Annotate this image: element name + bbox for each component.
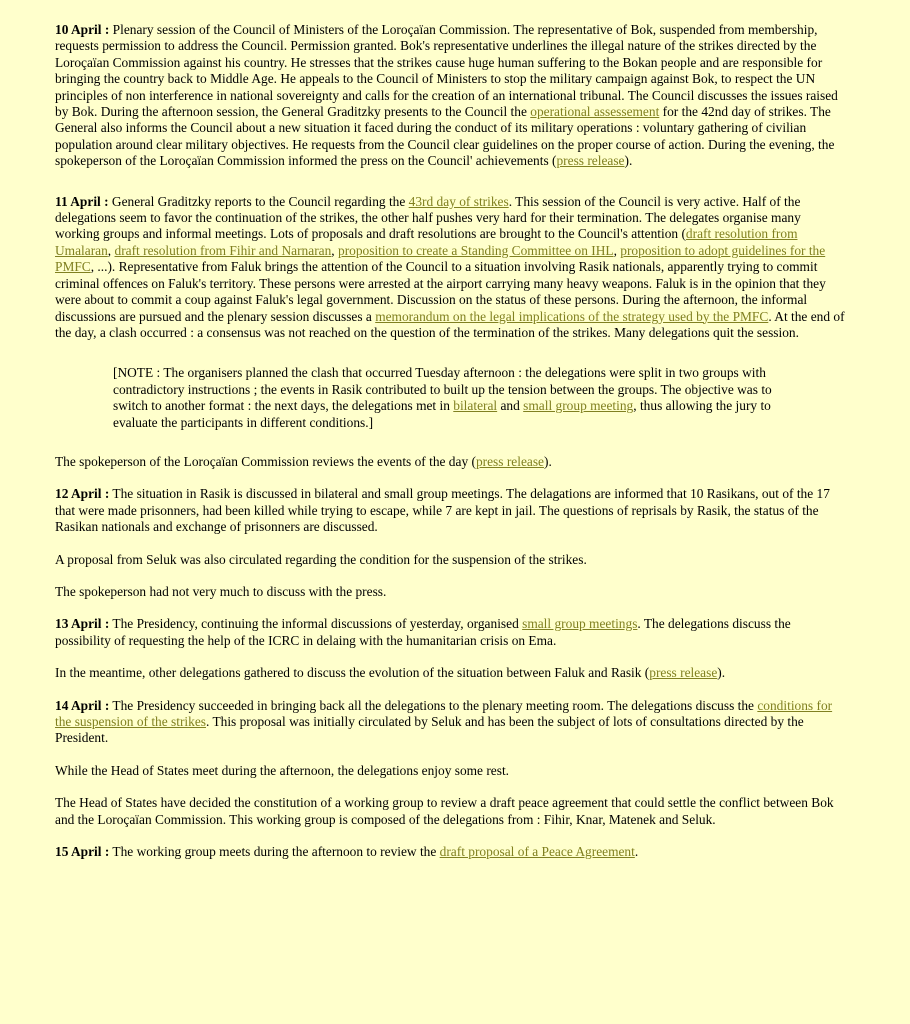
entry-13-april-meantime — [55, 665, 845, 681]
timeline-document — [55, 22, 845, 876]
entry-text: The Presidency succeeded in bringing back all the delegations to the plenary meeting room. The delegations discuss the — [109, 697, 758, 713]
entry-date: 11 April : — [55, 193, 109, 209]
entry-date: 12 April : — [55, 486, 110, 502]
draft-resolution-fihir-narnaran-link[interactable]: draft resolution from Fihir and Narnaran — [114, 242, 332, 258]
entry-text: . — [634, 844, 639, 860]
draft-peace-agreement-link[interactable]: draft proposal of a Peace Agreement — [439, 844, 635, 860]
entry-text: , ...). Representative from Faluk brings the attention of the Council to a situation involving Rasik nationals, apparently trying to commit criminal offences on Faluk's territory. These persons were arrested at the airport carrying many heavy weapons. Faluk is in the opinion that they were about to commit a coup against Faluk's legal government. Discussion on the status of these persons. During the afternoon, the informal discussions are pursued and the plenary session discusses a — [55, 259, 826, 324]
entry-text: The Head of States have decided the constitution of a working group to review a draft peace agreement that could settle the conflict between Bok and the Loroçaïan Commission. This working group is composed of the delegations from : Fihir, Knar, Matenek and Seluk. — [55, 795, 834, 827]
standing-committee-ihl-link[interactable]: proposition to create a Standing Committee on IHL — [338, 242, 614, 258]
entry-text: for the 42nd day of strikes. The General also informs the Council about a new situation it faced during the conduct of its military operations : voluntary gathering of civilian population around clear military objectives. He requests from the Council clear guidelines on the proper course of action. During the evening, the spokeperson of the Loroçaïan Commission informed the press on the Council' achievements ( — [55, 104, 835, 169]
entry-text: The spokeperson had not very much to discuss with the press. — [55, 583, 387, 599]
memorandum-legal-implications-link[interactable]: memorandum on the legal implications of the strategy used by the PMFC — [375, 308, 769, 324]
entry-14-april-decision — [55, 795, 845, 828]
entry-13-april — [55, 616, 845, 649]
separator: , — [613, 242, 621, 258]
entry-date: 14 April : — [55, 697, 110, 713]
entry-text: ). — [624, 153, 633, 169]
bilateral-link[interactable]: bilateral — [453, 398, 498, 414]
entry-text: . This proposal was initially circulated by Seluk and has been the subject of lots of consultations directed by the President. — [55, 714, 804, 746]
entry-text: The spokeperson of the Loroçaïan Commission reviews the events of the day ( — [55, 453, 476, 469]
entry-11-april — [55, 194, 845, 342]
entry-11-april-spokesperson — [55, 454, 845, 470]
entry-text: ). — [544, 453, 552, 469]
note-text: , thus allowing the jury to evaluate the participants in different conditions.] — [113, 398, 771, 430]
entry-text: . This session of the Council is very active. Half of the delegations seem to favor the continuation of the strikes, the other half pushes very hard for their termination. The delegates organise many working groups and informal meetings. Lots of proposals and draft resolutions are brought to the Council's attention ( — [55, 193, 801, 242]
entry-text: . At the end of the day, a clash occurred : a consensus was not reached on the question of the termination of the strikes. Many delegations quit the session. — [55, 308, 845, 340]
entry-14-april-rest — [55, 763, 845, 779]
entry-date: 10 April : — [55, 22, 110, 37]
entry-15-april — [55, 844, 845, 860]
entry-text: Plenary session of the Council of Ministers of the Loroçaïan Commission. The representative of Bok, suspended from membership, requests permission to address the Council. Permission granted. Bok's representative underlines the illegal nature of the strikes directed by the Loroçaïan Commission against his country. He stresses that the strikes cause huge human suffering to the Bokan people and are responsible for bringing the country back to Middle Age. He appeals to the Council of Ministers to stop the military campaign against Bok, to respect the UN principles of non interference in national sovereignty and calls for the creation of an international tribunal. The Council discusses the issues raised by Bok. During the afternoon session, the General Graditzky presents to the Council the — [55, 22, 838, 120]
guidelines-pmfc-link[interactable]: proposition to adopt guidelines for the PMFC — [55, 242, 826, 275]
small-group-meeting-link[interactable]: small group meeting — [523, 398, 634, 414]
entry-text: . The delegations discuss the possibility of requesting the help of the ICRC in delaing with the humanitarian crisis on Ema. — [55, 616, 791, 648]
operational-assessement-link[interactable]: operational assessement — [530, 104, 660, 120]
entry-14-april — [55, 698, 845, 747]
entry-text: The working group meets during the afternoon to review the — [109, 844, 440, 860]
entry-text: While the Head of States meet during the afternoon, the delegations enjoy some rest. — [55, 762, 510, 778]
separator: , — [107, 242, 115, 258]
entry-text: The situation in Rasik is discussed in bilateral and small group meetings. The delagations are informed that 10 Rasikans, out of the 17 that were made prisonners, had been killed while trying to escape, while 7 are kept in jail. The questions of reprisals by Rasik, the status of the Rasikan nationals and exchange of prisonners are discussed. — [55, 486, 830, 535]
entry-date: 13 April : — [55, 616, 110, 632]
organisers-note — [55, 365, 783, 431]
entry-10-april — [55, 22, 845, 170]
press-release-link[interactable]: press release — [649, 665, 718, 681]
separator: , — [331, 242, 338, 258]
entry-text: A proposal from Seluk was also circulated regarding the condition for the suspension of the strikes. — [55, 551, 587, 567]
43rd-day-of-strikes-link[interactable]: 43rd day of strikes — [408, 193, 509, 209]
entry-text: General Graditzky reports to the Council regarding the — [108, 193, 409, 209]
conditions-suspension-strikes-link[interactable]: conditions for the suspension of the strikes — [55, 697, 833, 729]
small-group-meetings-link[interactable]: small group meetings — [522, 616, 638, 632]
entry-text: The Presidency, continuing the informal discussions of yesterday, organised — [109, 616, 523, 632]
note-text: [NOTE : The organisers planned the clash that occurred Tuesday afternoon : the delegations were split in two groups with contradictory instructions ; the events in Rasik contributed to built up the tension between the groups. The objective was to switch to another format : the next days, the delegations met in — [113, 365, 772, 414]
press-release-link[interactable]: press release — [475, 453, 544, 469]
entry-12-april-proposal — [55, 552, 845, 568]
entry-12-april-spokesperson — [55, 584, 845, 600]
entry-text: ). — [717, 665, 726, 681]
entry-12-april — [55, 486, 845, 535]
entry-date: 15 April : — [55, 844, 110, 860]
draft-resolution-umalaran-link[interactable]: draft resolution from Umalaran — [55, 226, 798, 258]
note-text: and — [497, 398, 524, 414]
press-release-link[interactable]: press release — [556, 153, 625, 169]
entry-text: In the meantime, other delegations gathered to discuss the evolution of the situation between Faluk and Rasik ( — [55, 665, 650, 681]
